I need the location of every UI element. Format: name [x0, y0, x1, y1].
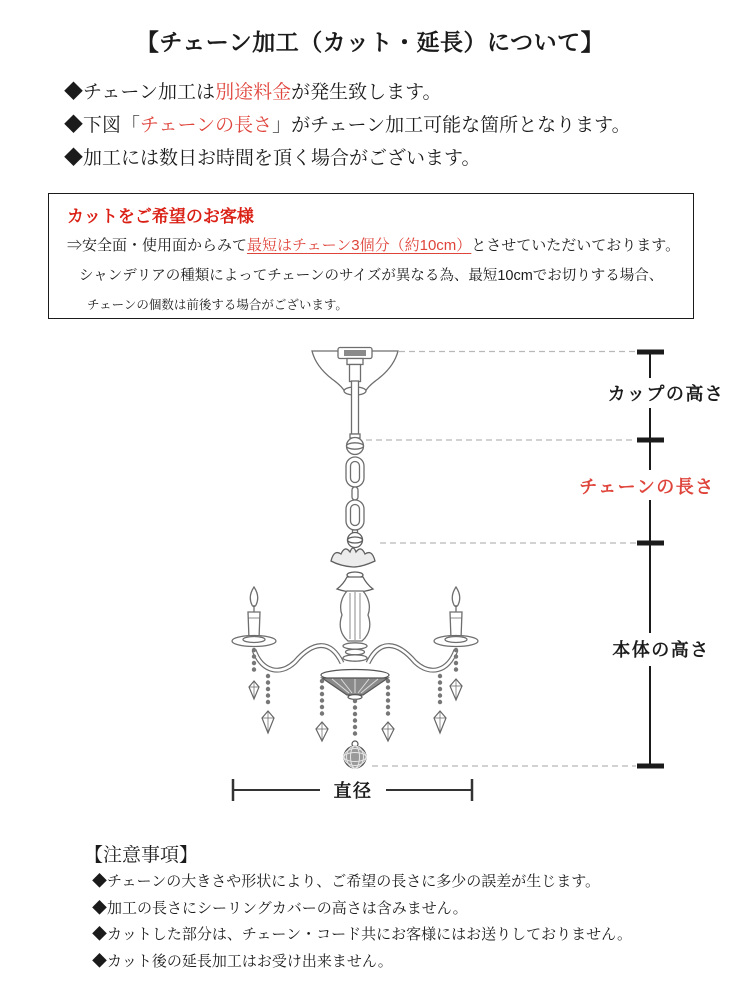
bullet-text: 」がチェーン加工可能な箇所となります。 — [272, 115, 631, 136]
cut-box-heading: カットをご希望のお客様 — [67, 207, 254, 226]
intro-bullet — [64, 109, 631, 142]
cut-box-line2: シャンデリアの種類によってチェーンのサイズが異なる為、最短10cmでお切りする場合、 — [79, 268, 664, 284]
bullet-highlight: チェーンの長さ — [140, 115, 273, 136]
cut-box-text: とさせていただいております。 — [471, 237, 681, 254]
intro-bullet-list — [64, 76, 631, 175]
cut-request-notice-box — [48, 193, 694, 319]
bullet-text: が発生致します。 — [291, 82, 442, 103]
note-item: ◆チェーンの大きさや形状により、ご希望の長さに多少の誤差が生じます。 — [92, 873, 601, 890]
guide-lines — [366, 352, 636, 767]
cut-box-line3: チェーンの個数は前後する場合がございます。 — [87, 298, 348, 312]
note-item: ◆加工の長さにシーリングカバーの高さは含みません。 — [92, 899, 468, 917]
notes-list — [92, 869, 632, 975]
chain-links — [346, 457, 364, 536]
cut-box-highlight: 最短はチェーン3個分（約10cm） — [247, 237, 472, 254]
intro-bullet — [64, 142, 631, 175]
bullet-text: ◆下図「 — [64, 115, 141, 136]
label-body-height: 本体の高さ — [612, 640, 710, 660]
page-title: 【チェーン加工（カット・延長）について】 — [135, 29, 605, 55]
bullet-text: ◆チェーン加工は — [64, 82, 216, 103]
label-cup-height: カップの高さ — [607, 384, 725, 404]
cut-box-text: ⇒安全面・使用面からみて — [67, 237, 248, 254]
note-item: ◆カット後の延長加工はお受け出来ません。 — [92, 952, 393, 970]
chandelier-drawing — [232, 348, 478, 769]
bottom-ball — [344, 741, 366, 768]
label-chain-length: チェーンの長さ — [579, 477, 715, 497]
intro-bullet — [64, 76, 631, 109]
chandelier-measurement-diagram — [0, 330, 740, 830]
bullet-highlight: 別途料金 — [215, 82, 292, 103]
cut-box-line1 — [67, 234, 683, 255]
note-item: ◆カットした部分は、チェーン・コード共にお客様にはお送りしておりません。 — [92, 926, 633, 943]
label-diameter: 直径 — [333, 781, 373, 801]
bullet-text: ◆加工には数日お時間を頂く場合がございます。 — [64, 148, 481, 169]
notes-heading: 【注意事項】 — [84, 845, 199, 866]
